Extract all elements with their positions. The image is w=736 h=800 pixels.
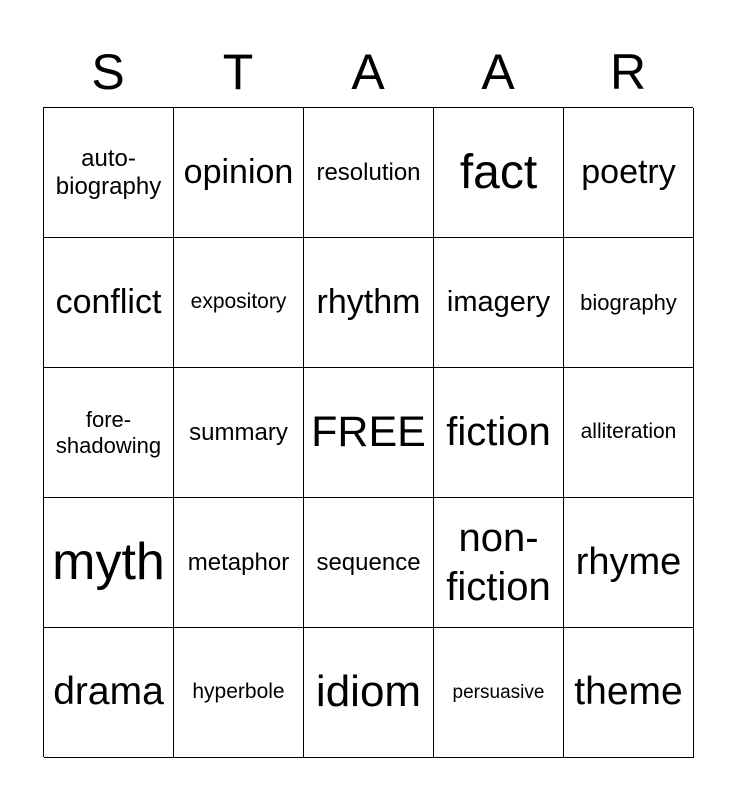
cell-label: theme	[574, 670, 683, 714]
cell-label: drama	[53, 670, 164, 714]
bingo-cell[interactable]	[44, 628, 174, 758]
bingo-cell[interactable]	[434, 238, 564, 368]
bingo-cell[interactable]	[174, 108, 304, 238]
free-space-label: FREE	[311, 407, 426, 456]
cell-label: alliteration	[580, 420, 677, 444]
bingo-cell[interactable]	[434, 628, 564, 758]
bingo-cell[interactable]	[44, 498, 174, 628]
bingo-cell[interactable]	[174, 498, 304, 628]
bingo-cell[interactable]	[174, 238, 304, 368]
bingo-header	[43, 38, 693, 106]
bingo-cell[interactable]	[434, 368, 564, 498]
cell-label: idiom	[315, 667, 422, 717]
bingo-cell[interactable]	[564, 628, 694, 758]
cell-label: fore- shadowing	[55, 407, 162, 458]
bingo-cell[interactable]	[564, 368, 694, 498]
bingo-cell[interactable]	[174, 368, 304, 498]
cell-label: fact	[459, 145, 538, 199]
header-letter-r: R	[609, 44, 647, 100]
bingo-cell[interactable]	[44, 368, 174, 498]
cell-label: biography	[580, 289, 677, 315]
cell-label: opinion	[183, 152, 294, 191]
bingo-cell[interactable]	[44, 238, 174, 368]
cell-label: non- fiction	[446, 515, 551, 609]
cell-label: summary	[189, 418, 288, 446]
cell-label: rhythm	[316, 282, 421, 321]
bingo-cell[interactable]	[434, 498, 564, 628]
bingo-cell[interactable]	[304, 498, 434, 628]
cell-label: auto- biography	[55, 144, 162, 200]
bingo-cell[interactable]	[564, 108, 694, 238]
bingo-cell[interactable]	[564, 238, 694, 368]
bingo-cell[interactable]	[44, 108, 174, 238]
bingo-cell[interactable]	[304, 108, 434, 238]
cell-label: sequence	[316, 548, 421, 576]
cell-label: hyperbole	[192, 680, 285, 704]
bingo-free-cell[interactable]	[304, 368, 434, 498]
header-letter-a: A	[351, 44, 385, 100]
cell-label: imagery	[446, 285, 551, 318]
cell-label: rhyme	[575, 540, 682, 583]
cell-label: expository	[190, 290, 287, 314]
bingo-cell[interactable]	[174, 628, 304, 758]
cell-label: myth	[52, 532, 165, 591]
cell-label: fiction	[446, 410, 551, 455]
cell-label: metaphor	[187, 548, 290, 576]
bingo-cell[interactable]	[304, 238, 434, 368]
bingo-cell[interactable]	[434, 108, 564, 238]
bingo-cell[interactable]	[564, 498, 694, 628]
header-letter-t: T	[222, 44, 254, 100]
header-letter-a-second: A	[481, 44, 515, 100]
cell-label: persuasive	[452, 681, 545, 703]
bingo-board	[43, 107, 693, 757]
cell-label: poetry	[581, 152, 676, 191]
bingo-cell[interactable]	[304, 628, 434, 758]
header-letter-s: S	[91, 44, 125, 100]
cell-label: conflict	[55, 282, 162, 321]
cell-label: resolution	[316, 158, 421, 186]
